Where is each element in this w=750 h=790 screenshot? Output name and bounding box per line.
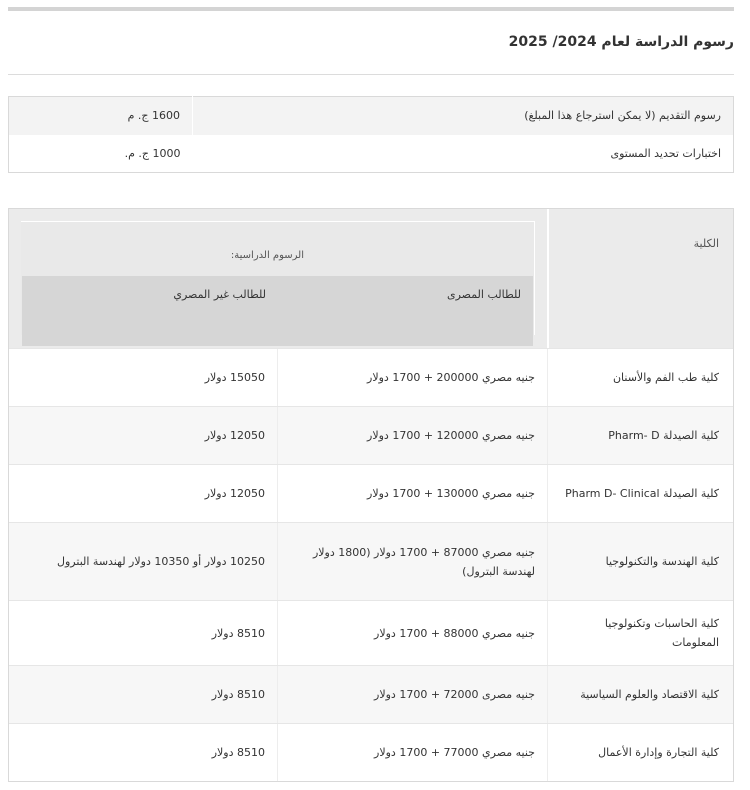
tuition-table-header xyxy=(9,209,733,348)
fee-label: اختبارات تحديد المستوى xyxy=(610,146,721,160)
title-divider xyxy=(8,74,734,75)
fee-row xyxy=(9,97,734,135)
faculty-header-cell xyxy=(547,209,733,348)
top-divider xyxy=(8,7,734,11)
table-row xyxy=(9,348,733,406)
fee-row xyxy=(9,135,734,173)
faculty-cell: كلية الحاسبات وتكنولوجيا المعلومات xyxy=(547,601,733,665)
foreign-fee-cell: 10250 دولار أو 10350 دولار لهندسة البترول xyxy=(57,555,265,568)
egyptian-student-header: للطالب المصرى xyxy=(446,288,521,301)
foreign-fee-cell: 12050 دولار xyxy=(204,429,265,442)
faculty-cell: كلية طب الفم والأسنان xyxy=(547,349,733,406)
egyptian-student-header-cell xyxy=(277,276,533,346)
faculty-cell: كلية الصيدلة Pharm D- Clinical xyxy=(547,465,733,522)
faculty-header: الكلية xyxy=(693,237,719,250)
egyptian-fee-cell: جنيه مصري 88000 + 1700 دولار xyxy=(277,601,547,665)
foreign-student-header: للطالب غير المصري xyxy=(173,288,266,301)
table-row xyxy=(9,464,733,522)
foreign-fee-cell: 8510 دولار xyxy=(211,746,265,759)
egyptian-fee-cell: جنيه مصري 120000 + 1700 دولار xyxy=(277,407,547,464)
table-row xyxy=(9,723,733,781)
foreign-fee-cell: 12050 دولار xyxy=(204,487,265,500)
egyptian-fee-cell: جنيه مصري 87000 + 1700 دولار (1800 دولار لهندسة البترول) xyxy=(277,523,547,600)
egyptian-fee-cell: جنيه مصري 77000 + 1700 دولار xyxy=(277,724,547,781)
faculty-cell: كلية الهندسة والتكنولوجيا xyxy=(547,523,733,600)
table-row xyxy=(9,665,733,723)
faculty-cell: كلية الصيدلة Pharm- D xyxy=(547,407,733,464)
fee-value: 1000 ج. م. xyxy=(124,146,181,160)
table-row xyxy=(9,406,733,464)
foreign-fee-cell: 8510 دولار xyxy=(211,688,265,701)
fee-label: رسوم التقديم (لا يمكن استرجاع هذا المبلغ) xyxy=(193,97,734,135)
application-fees-table xyxy=(8,96,734,173)
tuition-fees-header: الرسوم الدراسية: xyxy=(230,250,304,261)
faculty-cell: كلية التجارة وإدارة الأعمال xyxy=(547,724,733,781)
page-title: رسوم الدراسة لعام 2024/ 2025 xyxy=(508,34,734,50)
egyptian-fee-cell: جنيه مصري 130000 + 1700 دولار xyxy=(277,465,547,522)
foreign-fee-cell: 15050 دولار xyxy=(204,371,265,384)
table-row xyxy=(9,600,733,665)
foreign-fee-cell: 8510 دولار xyxy=(211,626,265,640)
table-row xyxy=(9,522,733,600)
egyptian-fee-cell: جنيه مصري 200000 + 1700 دولار xyxy=(277,349,547,406)
egyptian-fee-cell: جنيه مصرى 72000 + 1700 دولار xyxy=(277,666,547,723)
tuition-fees-header-group xyxy=(21,221,535,335)
faculty-cell: كلية الاقتصاد والعلوم السياسية xyxy=(547,666,733,723)
foreign-student-header-cell xyxy=(22,276,278,346)
tuition-table xyxy=(8,208,734,782)
fee-value: 1600 ج. م xyxy=(9,97,193,135)
